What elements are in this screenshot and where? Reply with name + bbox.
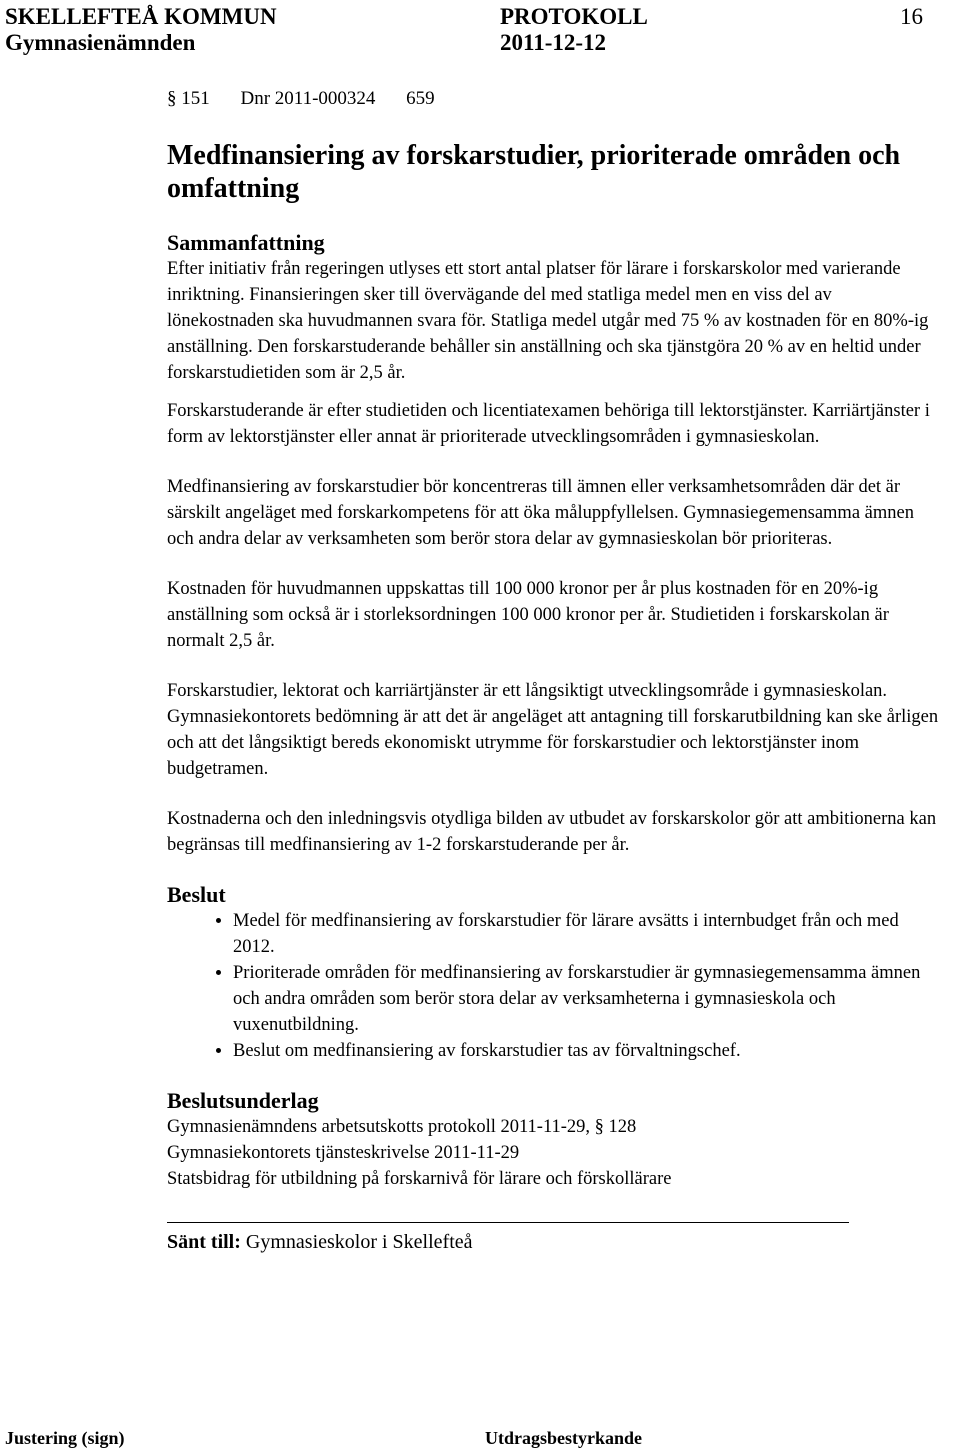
meeting-date: 2011-12-12	[500, 30, 607, 55]
certification-label: Utdragsbestyrkande	[485, 1428, 643, 1448]
decision-item: • Medel för medfinansiering av forskarstudier för lärare avsätts i internbudget från och med 2012.	[233, 908, 942, 960]
basis-line: Gymnasienämndens arbetsutskotts protokoll 2011-11-29, § 128	[167, 1117, 637, 1137]
paragraph-number: § 151	[167, 88, 210, 109]
decision-item: • Prioriterade områden för medfinansiering av forskarstudier är gymnasiegemensamma ämnen och andra områden som berör stora delar av verksamheterna i gymnasieskola och vuxenutbildning.	[233, 960, 942, 1038]
separator-line	[167, 1222, 849, 1223]
summary-paragraph: Medfinansiering av forskarstudier bör koncentreras till ämnen eller verksamhetsområden där det är särskilt angeläget med forskarkompetens för att öka måluppfyllelsen. Gymnasiegemensamma ämnen och andra delar av verksamheten som berör stora delar av gymnasieskolan bör prioriteras.	[167, 477, 914, 549]
summary-paragraph: Forskarstudier, lektorat och karriärtjänster är ett långsiktigt utvecklingsområde i gymnasieskolan. Gymnasiekontorets bedömning är att det är angeläget att antagning till forskarutbildning kan ske årligen och att det långsiktigt bereds ekonomiskt utrymme för forskarstudier och lektorstjänster inom budgetramen.	[167, 681, 939, 779]
summary-paragraph: Kostnaden för huvudmannen uppskattas till 100 000 kronor per år plus kostnaden för en 20%-ig anställning som också är i storleksordningen 100 000 kronor per år. Studietiden i forskarskolan är normalt 2,5 år.	[167, 579, 889, 651]
committee-name: Gymnasienämnden	[5, 30, 196, 55]
header-mid	[500, 4, 648, 56]
document-type: PROTOKOLL	[500, 4, 648, 29]
summary-paragraph: Efter initiativ från regeringen utlyses ett stort antal platser för lärare i forskarskolor med varierande inriktning. Finansieringen sker till övervägande del med statliga medel men en viss del av lönekostnaden ska huvudmannen svara för. Statliga medel utgår med 75 % av kostnaden för en 80%-ig anställning. Den forskarstuderande behåller sin anställning och ska tjänstgöra 20 % av en heltid under forskarstudietiden som är 2,5 år.	[167, 259, 929, 383]
summary-heading: Sammanfattning	[167, 230, 325, 255]
decision-heading: Beslut	[167, 882, 226, 907]
signature-label: Justering (sign)	[5, 1428, 125, 1448]
page-number: 16	[900, 4, 923, 29]
reference-line	[167, 88, 461, 110]
decision-item: • Beslut om medfinansiering av forskarstudier tas av förvaltningschef.	[233, 1038, 942, 1064]
summary-paragraph: Forskarstuderande är efter studietiden och licentiatexamen behöriga till lektorstjänster. Karriärtjänster i form av lektorstjänster eller annat är prioriterade utvecklingsområden i gymnasieskolan.	[167, 401, 930, 447]
basis-line: Statsbidrag för utbildning på forskarnivå för lärare och förskollärare	[167, 1169, 672, 1189]
basis-line: Gymnasiekontorets tjänsteskrivelse 2011-11-29	[167, 1143, 520, 1163]
document-body	[167, 230, 942, 1257]
page-title: Medfinansiering av forskarstudier, prioriterade områden och omfattning	[167, 140, 901, 204]
decision-list	[167, 908, 942, 1064]
basis-heading: Beslutsunderlag	[167, 1088, 319, 1113]
sent-to-label: Sänt till:	[167, 1231, 241, 1253]
diary-number: Dnr 2011-000324	[240, 88, 376, 109]
summary-paragraph: Kostnaderna och den inledningsvis otydliga bilden av utbudet av forskarskolor gör att ambitionerna kan begränsas till medfinansiering av 1-2 forskarstuderande per år.	[167, 809, 937, 855]
sent-to	[167, 1227, 942, 1257]
municipality-name: SKELLEFTEÅ KOMMUN	[5, 4, 277, 29]
header-left	[5, 4, 277, 56]
archive-code: 659	[406, 88, 435, 109]
sent-to-value: Gymnasieskolor i Skellefteå	[245, 1231, 473, 1253]
